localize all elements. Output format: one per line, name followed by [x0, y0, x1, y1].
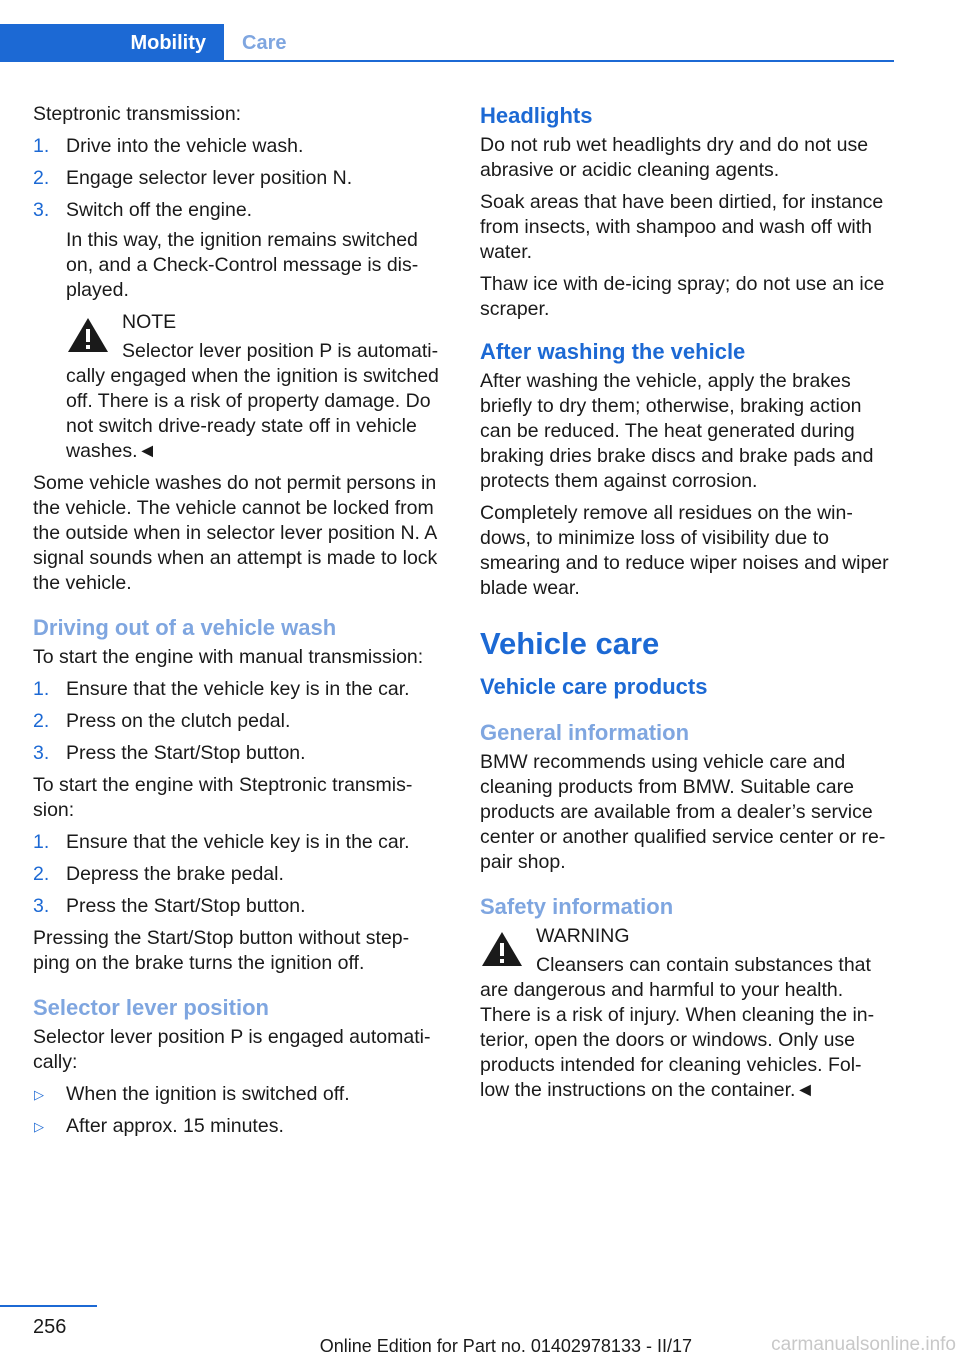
- list-text: Ensure that the vehicle key is in the car.: [66, 678, 410, 700]
- list-text: Press the Start/Stop button.: [66, 742, 306, 764]
- list-text: Engage selector lever position N.: [66, 167, 353, 189]
- tab-care[interactable]: [224, 24, 894, 62]
- triangle-bullet-icon: ▷: [34, 1119, 44, 1134]
- heading-safety-information: Safety information: [480, 894, 674, 919]
- warning-label: WARNING: [536, 925, 630, 947]
- after-washing-paragraph-2: Completely remove all residues on the win‐ dows, to minimize loss of visibility due to smearing and to reduce wiper noises and wiper blade wear.: [480, 502, 889, 599]
- step3-detail: In this way, the ignition remains switched on, and a Check-Control message is dis‐ played.: [66, 229, 419, 301]
- list-item: [33, 1082, 449, 1107]
- steptronic-intro: Steptronic transmission:: [33, 103, 242, 125]
- list-text: Drive into the vehicle wash.: [66, 135, 304, 157]
- general-information-paragraph: BMW recommends using vehicle care and cleaning products from BMW. Suitable care products are available from a dealer’s service center or another qualified service center or re‐ pair shop.: [480, 751, 886, 873]
- note-text: Selector lever position P is automati‐ cally engaged when the ignition is switched off. There is a risk of property damage. Do not switch drive-ready state off in vehicle washes.◄: [66, 340, 439, 462]
- list-number: 2.: [33, 167, 50, 189]
- list-text: When the ignition is switched off.: [66, 1083, 350, 1105]
- list-text: Switch off the engine.: [66, 199, 253, 221]
- warning-triangle-icon: [480, 930, 524, 968]
- ignition-off-paragraph: Pressing the Start/Stop button without step‐ ping on the brake turns the ignition off.: [33, 927, 410, 974]
- manual-steps-list: [33, 677, 449, 766]
- tab-care-label: Care: [242, 32, 287, 54]
- tab-mobility[interactable]: [0, 24, 224, 62]
- steptronic-start-intro: To start the engine with Steptronic transmis‐ sion:: [33, 774, 413, 821]
- heading-driving-out: Driving out of a vehicle wash: [33, 615, 337, 640]
- wash-steps-list: [33, 134, 449, 303]
- list-item: [33, 709, 449, 734]
- list-item: [33, 741, 449, 766]
- list-number: 1.: [33, 678, 50, 700]
- list-item: [33, 1114, 449, 1139]
- list-item: [33, 894, 449, 919]
- note-label: NOTE: [122, 311, 177, 333]
- list-item: [33, 862, 449, 887]
- list-item: [33, 677, 449, 702]
- headlights-paragraph-3: Thaw ice with de-icing spray; do not use an ice scraper.: [480, 273, 885, 320]
- vehicle-wash-paragraph: Some vehicle washes do not permit persons in the vehicle. The vehicle cannot be locked from the outside when in selector lever position N. A signal sounds when an attempt is made to lock the vehicle.: [33, 472, 438, 594]
- list-number: 3.: [33, 742, 50, 764]
- list-number: 1.: [33, 831, 50, 853]
- heading-vehicle-care: Vehicle care: [480, 626, 660, 661]
- headlights-paragraph-2: Soak areas that have been dirtied, for instance from insects, with shampoo and wash off with water.: [480, 191, 884, 263]
- footer-rule: [0, 1305, 97, 1307]
- list-number: 1.: [33, 135, 50, 157]
- list-text: After approx. 15 minutes.: [66, 1115, 284, 1137]
- list-text: Depress the brake pedal.: [66, 863, 284, 885]
- selector-bullets: [33, 1082, 449, 1139]
- manual-intro: To start the engine with manual transmission:: [33, 646, 424, 668]
- left-column: [33, 102, 449, 1146]
- headlights-paragraph-1: Do not rub wet headlights dry and do not use abrasive or acidic cleaning agents.: [480, 134, 869, 181]
- warning-triangle-icon: [66, 316, 110, 354]
- list-item: [33, 166, 449, 191]
- page-number: 256: [33, 1316, 67, 1338]
- list-item: [33, 830, 449, 855]
- heading-headlights: Headlights: [480, 103, 593, 128]
- list-text: Press on the clutch pedal.: [66, 710, 291, 732]
- list-text: Press the Start/Stop button.: [66, 895, 306, 917]
- tab-mobility-label: Mobility: [130, 32, 206, 54]
- after-washing-paragraph-1: After washing the vehicle, apply the brakes briefly to dry them; otherwise, braking action can be reduced. The heat generated during braking dries brake discs and brake pads and protects them against corrosion.: [480, 370, 874, 492]
- list-item: [33, 134, 449, 159]
- edition-text: Online Edition for Part no. 01402978133 - II/17: [319, 1336, 692, 1356]
- header-tabs: [0, 24, 894, 62]
- heading-general-information: General information: [480, 720, 690, 745]
- warning-text: Cleansers can contain substances that are dangerous and harmful to your health. There is a risk of injury. When cleaning the in‐ terior, open the doors or windows. Only use products intended for cleaning vehicles. Fol‐ low the instructions on the container.◄: [480, 954, 875, 1101]
- list-number: 2.: [33, 863, 50, 885]
- list-number: 2.: [33, 710, 50, 732]
- list-number: 3.: [33, 895, 50, 917]
- steptronic-steps-list: [33, 830, 449, 919]
- heading-selector-lever: Selector lever position: [33, 995, 269, 1020]
- list-text: Ensure that the vehicle key is in the car.: [66, 831, 410, 853]
- selector-intro: Selector lever position P is engaged automati‐ cally:: [33, 1026, 431, 1073]
- triangle-bullet-icon: ▷: [34, 1087, 44, 1102]
- warning-box: [480, 924, 896, 1103]
- list-item: [33, 198, 449, 223]
- list-number: 3.: [33, 199, 50, 221]
- watermark: carmanualsonline.info: [771, 1334, 956, 1355]
- right-column: [480, 102, 896, 1110]
- heading-after-washing: After washing the vehicle: [480, 339, 746, 364]
- note-box: [33, 310, 449, 464]
- heading-vehicle-care-products: Vehicle care products: [480, 674, 708, 699]
